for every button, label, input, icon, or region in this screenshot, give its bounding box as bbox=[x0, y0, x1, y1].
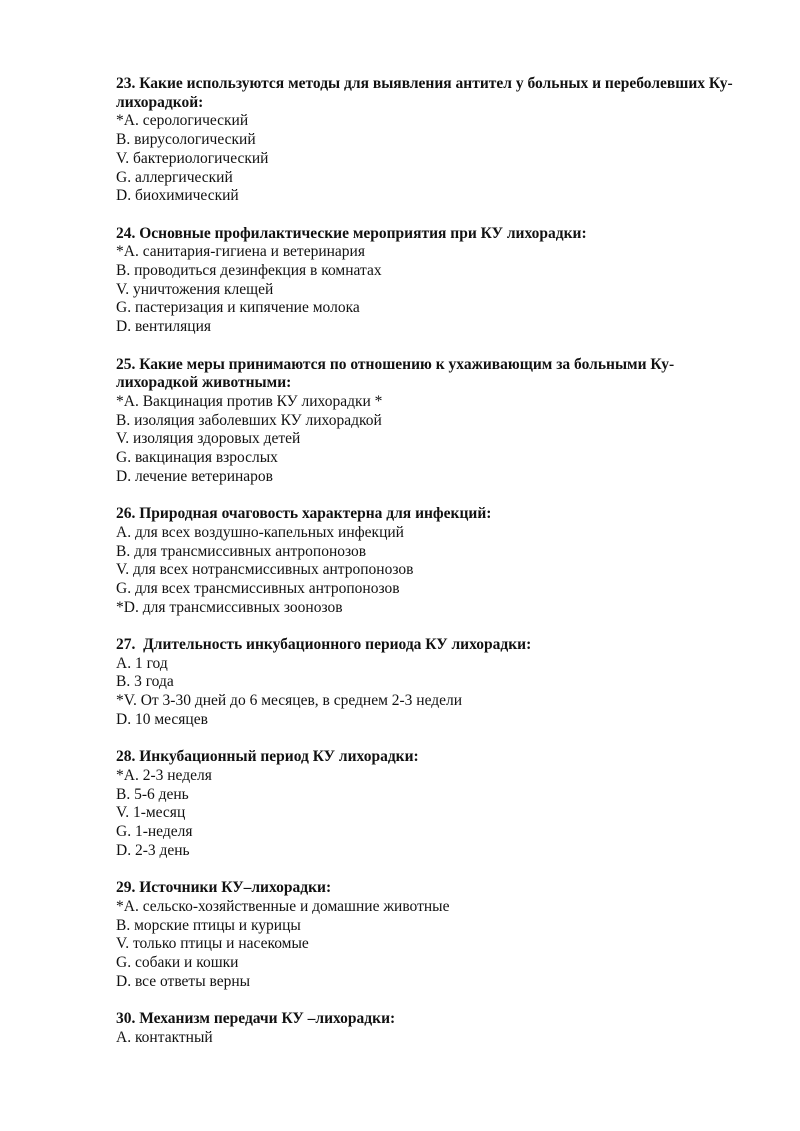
question-title: 28. Инкубационный период КУ лихорадки: bbox=[116, 748, 419, 766]
answer-option: *А. 2-3 неделя bbox=[116, 766, 212, 784]
question-25 bbox=[116, 356, 756, 487]
answer-option: B. для трансмиссивных антропонозов bbox=[116, 542, 367, 560]
answer-option: *D. для трансмиссивных зоонозов bbox=[116, 598, 343, 616]
answer-option: V. бактериологический bbox=[116, 149, 269, 167]
question-27 bbox=[116, 636, 756, 730]
question-28 bbox=[116, 748, 756, 860]
question-title: 23. Какие используются методы для выявления антител у больных и переболевших Ку-лихорадкой: bbox=[116, 75, 733, 111]
question-title: 24. Основные профилактические мероприятия при КУ лихорадки: bbox=[116, 224, 587, 242]
question-title: 27. Длительность инкубационного периода КУ лихорадки: bbox=[116, 636, 532, 654]
answer-option: G. 1-неделя bbox=[116, 823, 193, 841]
answer-option: B. морские птицы и курицы bbox=[116, 916, 301, 934]
answer-option: *А. серологический bbox=[116, 112, 249, 130]
answer-option: D. лечение ветеринаров bbox=[116, 467, 273, 485]
document-page bbox=[116, 75, 756, 1066]
question-29 bbox=[116, 879, 756, 991]
question-30 bbox=[116, 1010, 756, 1047]
answer-option: G. вакцинация взрослых bbox=[116, 449, 278, 467]
answer-option: A. контактный bbox=[116, 1028, 213, 1046]
answer-option: V. уничтожения клещей bbox=[116, 280, 274, 298]
answer-option: G. собаки и кошки bbox=[116, 953, 239, 971]
answer-option: A. для всех воздушно-капельных инфекций bbox=[116, 523, 404, 541]
answer-option: G. пастеризация и кипячение молока bbox=[116, 299, 360, 317]
answer-option: B. вирусологический bbox=[116, 131, 256, 149]
question-title: 25. Какие меры принимаются по отношению к ухаживающим за больными Ку-лихорадкой животными: bbox=[116, 355, 675, 392]
answer-option: V. для всех нотрансмиссивных антропонозов bbox=[116, 561, 414, 579]
answer-option: *А. сельско-хозяйственные и домашние животные bbox=[116, 897, 450, 915]
answer-option: D. вентиляция bbox=[116, 318, 211, 336]
answer-option: G. аллергический bbox=[116, 168, 233, 186]
answer-option: *V. От 3-30 дней до 6 месяцев, в среднем 2-3 недели bbox=[116, 692, 463, 710]
answer-option: B. проводиться дезинфекция в комнатах bbox=[116, 262, 382, 280]
answer-option: D. 2-3 день bbox=[116, 841, 190, 859]
answer-option: V. изоляция здоровых детей bbox=[116, 430, 301, 448]
answer-option: *А. Вакцинация против КУ лихорадки * bbox=[116, 392, 383, 410]
answer-option: V. 1-месяц bbox=[116, 804, 186, 822]
answer-option: D. биохимический bbox=[116, 187, 239, 205]
question-24 bbox=[116, 225, 756, 337]
answer-option: B. изоляция заболевших КУ лихорадкой bbox=[116, 411, 382, 429]
question-23 bbox=[116, 75, 756, 206]
question-26 bbox=[116, 505, 756, 617]
answer-option: D. все ответы верны bbox=[116, 972, 251, 990]
answer-option: G. для всех трансмиссивных антропонозов bbox=[116, 579, 400, 597]
answer-option: B. 3 года bbox=[116, 673, 174, 691]
answer-option: A. 1 год bbox=[116, 654, 168, 672]
answer-option: D. 10 месяцев bbox=[116, 710, 208, 728]
answer-option: *А. санитария-гигиена и ветеринария bbox=[116, 243, 365, 261]
question-title: 26. Природная очаговость характерна для инфекций: bbox=[116, 505, 492, 523]
answer-option: V. только птицы и насекомые bbox=[116, 935, 309, 953]
answer-option: B. 5-6 день bbox=[116, 785, 189, 803]
question-title: 30. Механизм передачи КУ –лихорадки: bbox=[116, 1010, 396, 1028]
question-title: 29. Источники КУ–лихорадки: bbox=[116, 879, 332, 897]
